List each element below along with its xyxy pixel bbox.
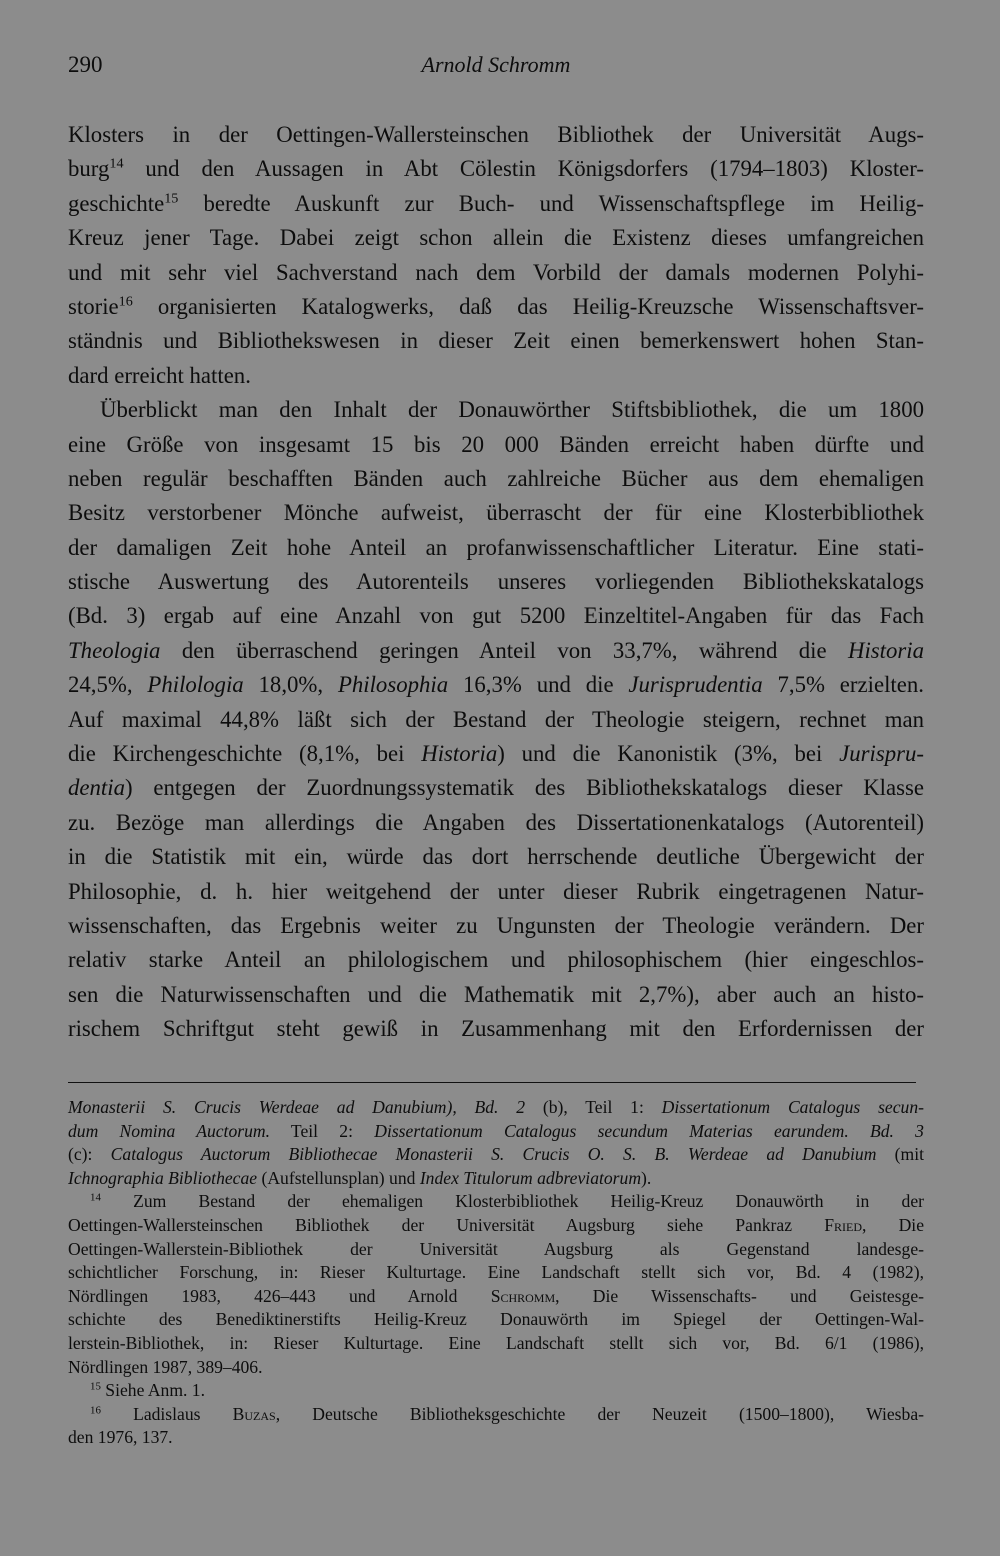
text-line (68, 152, 924, 186)
text-line (68, 187, 924, 221)
text-run: den überraschend geringen Anteil von 33,7%, während die (160, 637, 848, 663)
text-line (68, 565, 924, 599)
text-run: schichtlicher Forschung, in: Rieser Kulturtage. Eine Landschaft stellt sich vor, Bd. 4 (1982), (68, 1262, 924, 1283)
text-run: Kreuz jener Tage. Dabei zeigt schon allein die Existenz dieses umfangreichen (68, 225, 924, 251)
text-line (68, 599, 924, 633)
footnote-line (68, 1096, 924, 1120)
text-run: storie (68, 293, 119, 319)
text-run: (Aufstellunsplan) und (257, 1167, 420, 1188)
text-run: Nördlingen 1987, 389–406. (68, 1356, 263, 1377)
text-run: wissenschaften, das Ergebnis weiter zu Ungunsten der Theologie verändern. Der (68, 912, 924, 938)
text-run: Historia (847, 637, 924, 663)
text-run: Zum Bestand der ehemaligen Klosterbibliothek Heilig-Kreuz Donauwörth in der (100, 1191, 924, 1212)
text-run: Philologia (147, 672, 244, 698)
text-run: den 1976, 137. (68, 1427, 173, 1448)
text-run: Monasterii S. Crucis Werdeae ad Danubium), Bd. 2 (68, 1097, 526, 1117)
text-run: Buzas (232, 1403, 276, 1424)
text-run: organisierten Katalogwerks, daß das Heilig-Kreuzsche Wissenschaftsver- (132, 293, 924, 319)
text-run: Klosters in der Oettingen-Wallersteinschen Bibliothek der Universität Augs- (68, 122, 924, 147)
text-run: (b), Teil 1: (525, 1097, 662, 1117)
page-number: 290 (68, 52, 103, 77)
text-run: Nördlingen 1983, 426–443 und Arnold (68, 1285, 491, 1306)
text-line (68, 634, 924, 668)
text-run: Dissertationum Catalogus secundum Materias earundem. Bd. 3 (374, 1120, 924, 1141)
text-run: dentia (68, 775, 125, 801)
text-line (68, 668, 924, 702)
text-line (68, 256, 924, 290)
text-run: Catalogus Auctorum Bibliothecae Monasterii S. Crucis O. S. B. Werdeae ad Danubium (110, 1144, 877, 1165)
text-line (68, 118, 924, 152)
footnote-line (68, 1356, 924, 1380)
text-run: Jurisprudentia (628, 672, 763, 698)
text-line (68, 531, 924, 565)
footnote-line (68, 1379, 924, 1403)
text-line (68, 978, 924, 1012)
text-run: beredte Auskunft zur Buch- und Wissenschaftspflege im Heilig- (178, 190, 924, 216)
footnote-line (68, 1167, 924, 1191)
text-run: 18,0%, (243, 672, 338, 698)
footnote-line (68, 1285, 924, 1309)
text-run: und mit sehr viel Sachverstand nach dem Vorbild der damals modernen Polyhi- (68, 259, 924, 285)
footnote-line (68, 1261, 924, 1285)
text-line (68, 290, 924, 324)
footnote-line (68, 1120, 924, 1144)
text-run: Siehe Anm. 1. (100, 1380, 205, 1401)
text-run: Oettingen-Wallerstein-Bibliothek der Universität Augsburg als Gegenstand landesge- (68, 1238, 924, 1259)
footnote-line (68, 1426, 924, 1450)
text-run: 7,5% erzielten. (762, 672, 924, 698)
main-text (68, 118, 924, 1047)
footnote-line (68, 1308, 924, 1332)
text-run: geschichte (68, 190, 165, 216)
text-line (68, 462, 924, 496)
text-run: relativ starke Anteil an philologischem und philosophischem (hier eingeschlos- (68, 947, 924, 973)
text-run: neben regulär beschafften Bänden auch zahlreiche Bücher aus dem ehemaligen (68, 465, 924, 491)
text-run: 16,3% und die (448, 672, 629, 698)
text-run: burg (68, 156, 110, 182)
text-run: ). (641, 1167, 652, 1188)
text-run: schichte des Benediktinerstifts Heilig-Kreuz Donauwörth im Spiegel der Oettingen-Wal- (68, 1309, 924, 1330)
footnote-marker: 14 (90, 1191, 101, 1204)
text-run: Schromm (490, 1285, 556, 1306)
text-line (68, 703, 924, 737)
text-line (68, 359, 924, 393)
text-run: Fried (824, 1214, 862, 1235)
footnote-line (68, 1214, 924, 1238)
text-line (68, 943, 924, 977)
footnote-line (68, 1238, 924, 1262)
text-line (68, 737, 924, 771)
text-run: dard erreicht hatten. (68, 362, 251, 388)
text-run: Historia (421, 741, 498, 767)
text-run: Ladislaus (100, 1403, 233, 1424)
text-run: , Deutsche Bibliotheksgeschichte der Neuzeit (1500–1800), Wiesba- (275, 1403, 924, 1424)
text-line (68, 840, 924, 874)
footnote-line (68, 1403, 924, 1427)
text-run: Besitz verstorbener Mönche aufweist, überrascht der für eine Klosterbibliothek (68, 500, 924, 526)
footnote-separator (68, 1082, 916, 1083)
text-run: , Die (862, 1214, 925, 1235)
text-run: ) und die Kanonistik (3%, bei (497, 741, 840, 767)
text-run: Jurispru- (839, 741, 924, 767)
text-run: zu. Bezöge man allerdings die Angaben des Dissertationenkatalogs (Autorenteil) (68, 809, 924, 835)
text-run: 24,5%, (68, 672, 148, 698)
text-run: lerstein-Bibliothek, in: Rieser Kulturtage. Eine Landschaft stellt sich vor, Bd. 6/1 (1986), (68, 1332, 924, 1353)
text-run: Teil 2: (270, 1120, 375, 1141)
text-run: Theologia (68, 637, 161, 663)
text-line (68, 771, 924, 805)
text-run: Auf maximal 44,8% läßt sich der Bestand der Theologie steigern, rechnet man (68, 706, 924, 732)
footnote-marker: 14 (109, 155, 124, 172)
footnote-marker: 15 (90, 1380, 101, 1393)
text-line (68, 875, 924, 909)
text-line (68, 428, 924, 462)
text-run: , Die Wissenschafts- und Geistesge- (555, 1285, 924, 1306)
text-run: Philosophia (337, 672, 449, 698)
footnote-marker: 16 (118, 293, 133, 310)
running-head: Arnold Schromm (421, 52, 571, 77)
footnote-line (68, 1190, 924, 1214)
text-run: (c): (68, 1144, 111, 1165)
page-header (68, 52, 924, 88)
text-run: rischem Schriftgut steht gewiß in Zusammenhang mit den Erfordernissen der (68, 1016, 924, 1042)
text-run: die Kirchengeschichte (8,1%, bei (68, 741, 422, 767)
text-run: ständnis und Bibliothekswesen in dieser Zeit einen bemerkenswert hohen Stan- (68, 328, 924, 354)
text-run: Ichnographia Bibliothecae (68, 1167, 258, 1188)
text-run: (Bd. 3) ergab auf eine Anzahl von gut 5200 Einzeltitel-Angaben für das Fach (68, 603, 924, 629)
footnote-marker: 16 (90, 1404, 101, 1417)
footnote-marker: 15 (164, 190, 179, 207)
text-line (68, 324, 924, 358)
text-run: und den Aussagen in Abt Cölestin Königsdorfers (1794–1803) Kloster- (123, 156, 924, 182)
text-line (68, 393, 924, 427)
text-line (68, 909, 924, 943)
text-run: stische Auswertung des Autorenteils unseres vorliegenden Bibliothekskatalogs (68, 569, 924, 595)
text-line (68, 221, 924, 255)
text-run: sen die Naturwissenschaften und die Mathematik mit 2,7%), aber auch an histo- (68, 981, 924, 1007)
footnotes (68, 1096, 924, 1450)
text-run: Index Titulorum adbreviatorum (419, 1167, 642, 1188)
text-run: dum Nomina Auctorum. (68, 1120, 270, 1141)
text-line (68, 1012, 924, 1046)
text-run: eine Größe von insgesamt 15 bis 20 000 Bänden erreicht haben dürfte und (68, 431, 924, 457)
text-run: Philosophie, d. h. hier weitgehend der unter dieser Rubrik eingetragenen Natur- (68, 878, 924, 904)
text-run: in die Statistik mit ein, würde das dort herrschende deutliche Übergewicht der (68, 844, 924, 870)
text-run: Oettingen-Wallersteinschen Bibliothek der Universität Augsburg siehe Pankraz (68, 1214, 825, 1235)
footnote-line (68, 1332, 924, 1356)
text-run: Dissertationum Catalogus secun- (661, 1097, 924, 1117)
footnote-line (68, 1143, 924, 1167)
text-line (68, 806, 924, 840)
text-run: der damaligen Zeit hohe Anteil an profanwissenschaftlicher Literatur. Eine stati- (68, 534, 924, 560)
text-line (68, 496, 924, 530)
text-run: ) entgegen der Zuordnungssystematik des Bibliothekskatalogs dieser Klasse (124, 775, 924, 801)
text-run: (mit (876, 1144, 924, 1165)
text-run: Überblickt man den Inhalt der Donauwörther Stiftsbibliothek, die um 1800 (100, 397, 924, 423)
